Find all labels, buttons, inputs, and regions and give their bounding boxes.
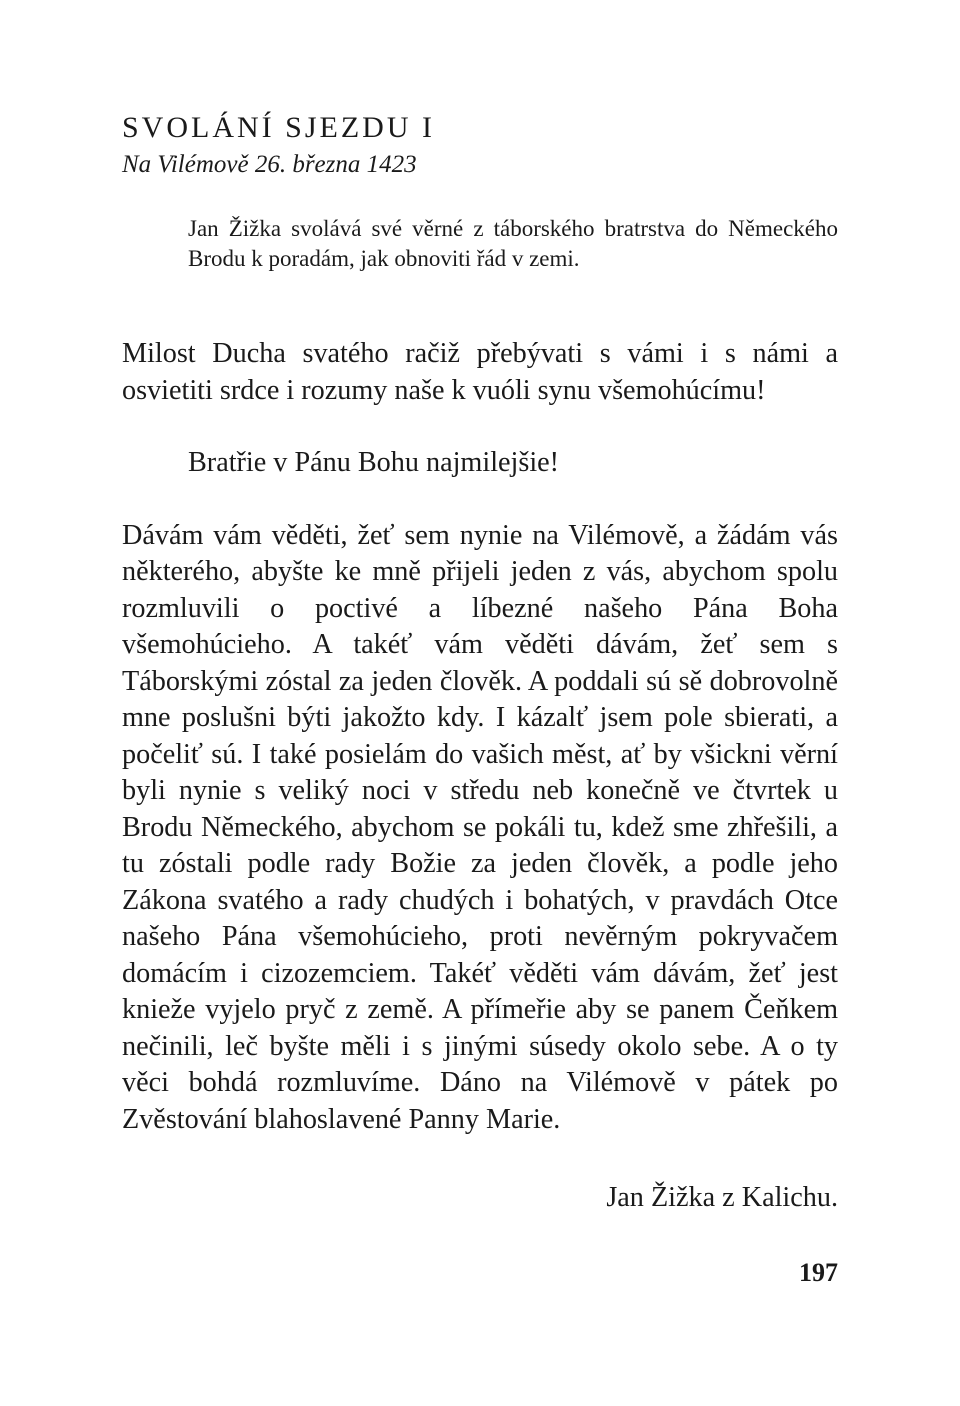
dateline: Na Vilémově 26. března 1423 xyxy=(122,151,417,178)
salutation: Bratřie v Pánu Bohu najmilejšie! xyxy=(188,447,560,478)
document-page xyxy=(122,108,838,1288)
signature: Jan Žižka z Kalichu. xyxy=(606,1182,838,1213)
page-number: 197 xyxy=(799,1258,838,1287)
document-title: SVOLÁNÍ SJEZDU I xyxy=(122,111,435,144)
letter-body: Dávám vám věděti, žeť sem nynie na Vilémově, a žádám vás některého, abyšte ke mně přijeli jeden z vás, abychom spolu rozmluvili o poctivé a líbezné našeho Pána Boha všemohúcieho. A takéť vám věděti dávám, žeť sem s Táborskými zóstal za jeden člověk. A poddali sú sě dobrovolně mne poslušni býti jakožto kdy. I kázalť jsem pole sbierati, a počeliť sú. I také posielám do vašich měst, ať by všickni věrní byli nynie s veliký noci v středu neb konečně ve čtvrtek u Brodu Německého, abychom se pokáli tu, kdež sme zhřešili, a tu zóstali podle rady Božie za jeden člověk, a podle jeho Zákona svatého a rady chudých i bohatých, v pravdách Otce našeho Pána všemohúcieho, proti nevěrným pokryvačem domácím i cizozemciem. Takéť věděti vám dávám, žeť jest knieže vyjelo pryč z země. A přímeřie aby se panem Čeňkem nečinili, leč byšte měli i s jinými súsedy okolo sebe. A o ty věci bohdá rozmluvíme. Dáno na Vilémově v pátek po Zvěstování blahoslavené Panny Marie. xyxy=(122,519,838,1135)
opening-blessing: Milost Ducha svatého račiž přebývati s vámi i s námi a osvietiti srdce i rozumy naše k vuóli synu všemohúcímu! xyxy=(122,338,838,406)
editorial-summary: Jan Žižka svolává své věrné z táborského bratrstva do Německého Brodu k poradám, jak obnoviti řád v zemi. xyxy=(188,216,838,271)
